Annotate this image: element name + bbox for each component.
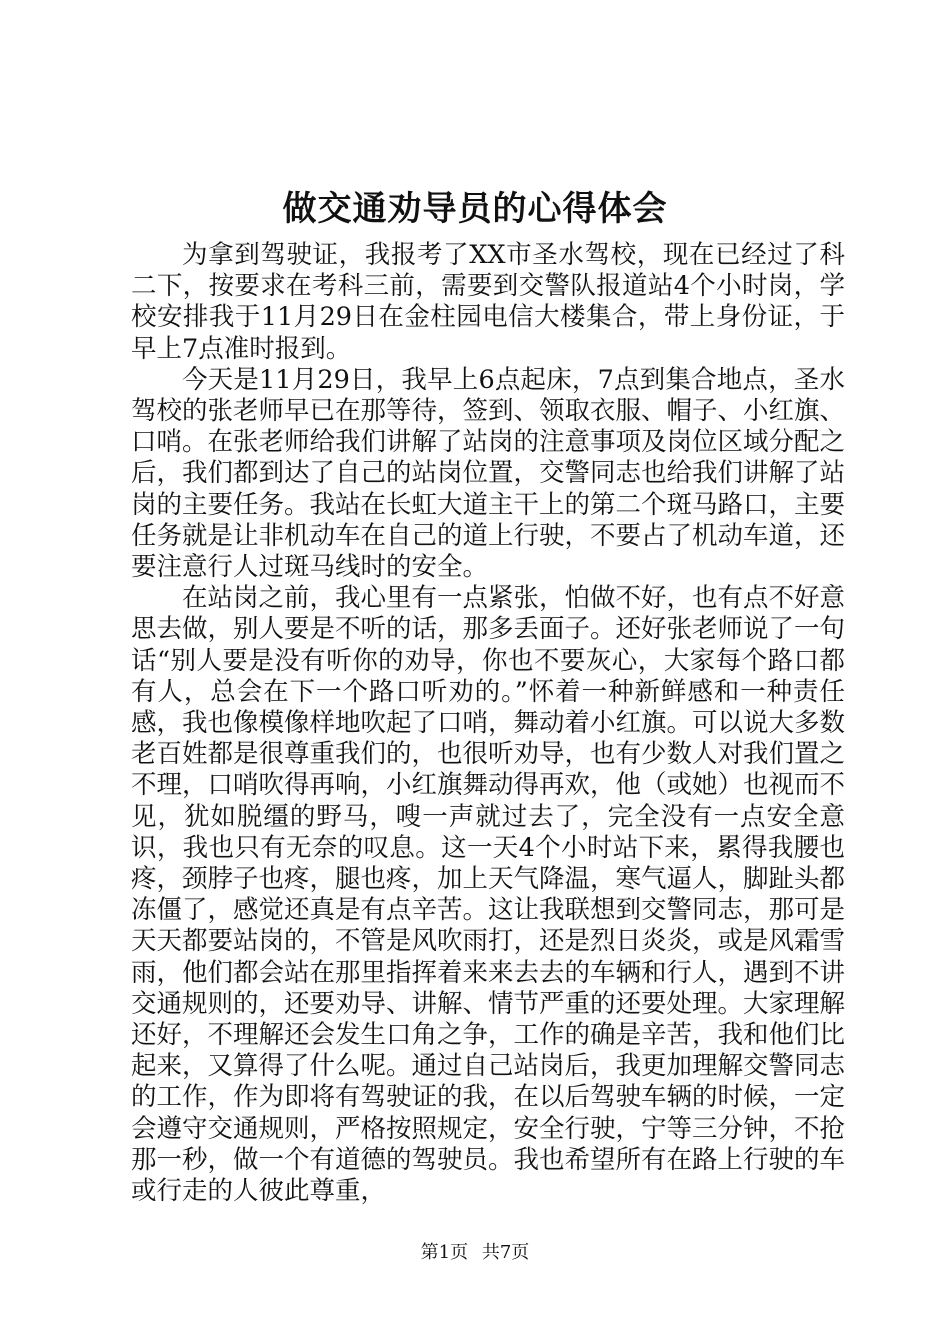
paragraph: 为拿到驾驶证，我报考了XX市圣水驾校，现在已经过了科二下，按要求在考科三前，需要到交警队报道站4个小时岗，学校安排我于11月29日在金柱园电信大楼集合，带上身份证，于早上7点准时报到。: [131, 240, 845, 364]
paragraph: 今天是11月29日，我早上6点起床，7点到集合地点，圣水驾校的张老师早已在那等待，签到、领取衣服、帽子、小红旗、口哨。在张老师给我们讲解了站岗的注意事项及岗位区域分配之后，我们都到达了自己的站岗位置，交警同志也给我们讲解了站岗的主要任务。我站在长虹大道主干上的第二个斑马路口，主要任务就是让非机动车在自己的道上行驶，不要占了机动车道，还要注意行人过斑马线时的安全。: [131, 364, 846, 583]
document-body: [131, 240, 845, 1207]
paragraph: 在站岗之前，我心里有一点紧张，怕做不好，也有点不好意思去做，别人要是不听的话，那多丢面子。还好张老师说了一句话“别人要是没有听你的劝导，你也不要灰心，大家每个路口都有人，总会在下一个路口听劝的。”怀着一种新鲜感和一种责任感，我也像模像样地吹起了口哨，舞动着小红旗。可以说大多数老百姓都是很尊重我们的，也很听劝导，也有少数人对我们置之不理，口哨吹得再响，小红旗舞动得再欢，他（或她）也视而不见，犹如脱缰的野马，嗖一声就过去了，完全没有一点安全意识，我也只有无奈的叹息。这一天4个小时站下来，累得我腰也疼，颈脖子也疼，腿也疼，加上天气降温，寒气逼人，脚趾头都冻僵了，感觉还真是有点辛苦。这让我联想到交警同志，那可是天天都要站岗的，不管是风吹雨打，还是烈日炎炎，或是风霜雪雨，他们都会站在那里指挥着来来去去的车辆和行人，遇到不讲交通规则的，还要劝导、讲解、情节严重的还要处理。大家理解还好，不理解还会发生口角之争，工作的确是辛苦，我和他们比起来，又算得了什么呢。通过自己站岗后，我更加理解交警同志的工作，作为即将有驾驶证的我，在以后驾驶车辆的时候，一定会遵守交通规则，严格按照规定，安全行驶，宁等三分钟，不抢那一秒，做一个有道德的驾驶员。我也希望所有在路上行驶的车或行走的人彼此尊重，: [131, 583, 846, 1207]
document-title: 做交通劝导员的心得体会: [282, 189, 668, 229]
page-footer: [0, 1240, 950, 1266]
page-total: 共7页: [481, 1242, 530, 1263]
page-number: 第1页: [420, 1242, 469, 1263]
